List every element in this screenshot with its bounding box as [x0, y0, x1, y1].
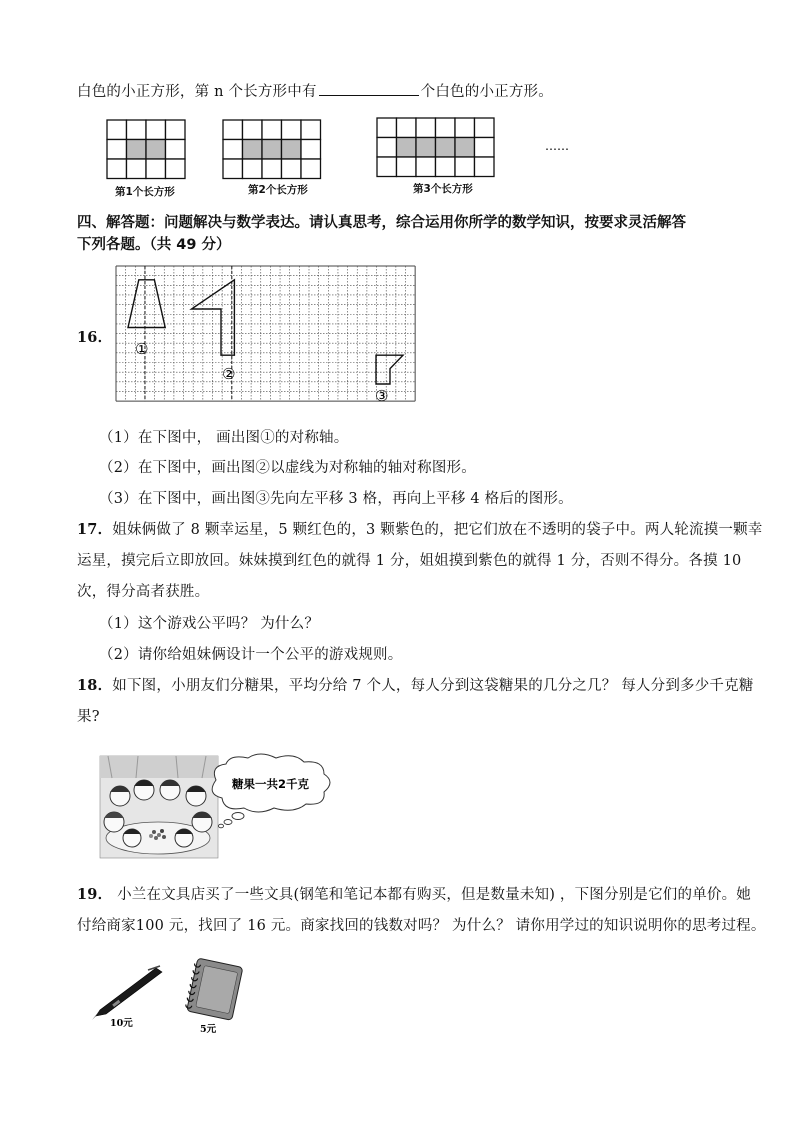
rectangles-figure	[100, 112, 600, 202]
white-square	[282, 159, 302, 179]
white-square	[377, 138, 397, 158]
shaded-square	[416, 138, 436, 158]
white-square	[416, 157, 436, 177]
q16-part-2: （2）在下图中，画出图②以虚线为对称轴的轴对称图形。	[99, 460, 476, 476]
white-square	[397, 118, 417, 138]
white-square	[436, 118, 456, 138]
notebook-picture	[185, 958, 243, 1020]
q19-line-1	[77, 883, 751, 904]
rect-caption-2: 第2个长方形	[248, 184, 308, 196]
q16-grid-figure	[112, 262, 424, 406]
q16-number: 16．	[77, 329, 113, 346]
white-square	[377, 118, 397, 138]
white-square	[223, 120, 243, 140]
q18-line-1	[77, 674, 754, 695]
q17-part-2: （2）请你给姐妹俩设计一个公平的游戏规则。	[99, 647, 403, 663]
rectangle-1	[107, 120, 185, 179]
white-square	[301, 159, 321, 179]
shaded-square	[436, 138, 456, 158]
shape-2-polygon	[192, 280, 235, 355]
intro-text-after: 个白色的小正方形。	[420, 84, 553, 100]
white-square	[166, 159, 186, 179]
shaded-square	[243, 140, 263, 160]
white-square	[146, 159, 166, 179]
shaded-square	[397, 138, 417, 158]
white-square	[223, 140, 243, 160]
notebook-price: 5元	[200, 1024, 217, 1035]
q17-text-1: 姐妹俩做了 8 颗幸运星，5 颗红色的，3 颗紫色的，把它们放在不透明的袋子中。两人轮流摸一颗幸	[112, 522, 763, 538]
q19-number: 19．	[77, 886, 113, 903]
section-heading-line1: 四、解答题：问题解决与数学表达。请认真思考，综合运用你所学的数学知识，按要求灵活解答	[77, 215, 686, 231]
rectangle-2	[223, 120, 321, 179]
intro-line	[77, 80, 553, 101]
shaded-square	[146, 140, 166, 160]
white-square	[107, 159, 127, 179]
shape-1-label: ①	[135, 340, 149, 358]
rect-caption-1: 第1个长方形	[115, 186, 175, 198]
pen-price: 10元	[110, 1018, 133, 1029]
shape-2-label: ②	[222, 365, 236, 383]
white-square	[436, 157, 456, 177]
white-square	[243, 120, 263, 140]
white-square	[475, 138, 495, 158]
thought-bubble	[212, 754, 330, 828]
white-square	[223, 159, 243, 179]
shaded-square	[282, 140, 302, 160]
white-square	[397, 157, 417, 177]
white-square	[262, 159, 282, 179]
white-square	[455, 157, 475, 177]
shape-3-polygon	[376, 355, 403, 384]
q18-text-1: 如下图，小朋友们分糖果，平均分给 7 个人，每人分到这袋糖果的几分之几？ 每人分到多少千克糖	[112, 678, 754, 694]
shape-3-label: ③	[375, 387, 389, 405]
white-square	[243, 159, 263, 179]
white-square	[166, 120, 186, 140]
white-square	[475, 157, 495, 177]
stationery-pictures	[90, 958, 260, 1038]
q17-number: 17．	[77, 521, 113, 538]
white-square	[377, 157, 397, 177]
shaded-square	[262, 140, 282, 160]
section-heading	[77, 212, 757, 256]
q16-part-1: （1）在下图中， 画出图①的对称轴。	[99, 430, 349, 446]
q18-line-2: 果?	[77, 709, 100, 725]
q17-line-3: 次，得分高者获胜。	[77, 584, 210, 600]
shape-1-trapezoid	[128, 280, 165, 328]
children-picture	[100, 756, 218, 858]
pen-picture	[92, 966, 162, 1020]
white-square	[127, 159, 147, 179]
white-square	[301, 140, 321, 160]
ellipsis: ……	[545, 139, 569, 153]
q18-number: 18．	[77, 677, 113, 694]
q16-part-3: （3）在下图中，画出图③先向左平移 3 格，再向上平移 4 格后的图形。	[99, 491, 573, 507]
q19-text-1: 小兰在文具店买了一些文具(钢笔和笔记本都有购买，但是数量未知) ，下图分别是它们的单价。她	[112, 887, 752, 903]
white-square	[475, 118, 495, 138]
q19-line-2: 付给商家100 元，找回了 16 元。商家找回的钱数对吗？ 为什么？ 请你用学过的知识说明你的思考过程。	[77, 918, 766, 934]
white-square	[301, 120, 321, 140]
white-square	[282, 120, 302, 140]
bubble-text: 糖果一共2千克	[232, 777, 310, 791]
answer-blank[interactable]	[319, 81, 419, 96]
candy-illustration	[98, 752, 360, 862]
rectangle-3	[377, 118, 494, 177]
white-square	[166, 140, 186, 160]
q17-line-2: 运星，摸完后立即放回。妹妹摸到红色的就得 1 分，姐姐摸到紫色的就得 1 分，否则不得分。各摸 10	[77, 553, 742, 569]
white-square	[127, 120, 147, 140]
white-square	[455, 118, 475, 138]
white-square	[416, 118, 436, 138]
intro-text-before: 白色的小正方形，第 n 个长方形中有	[77, 84, 317, 100]
q17-part-1: （1）这个游戏公平吗？ 为什么？	[99, 616, 320, 632]
white-square	[146, 120, 166, 140]
white-square	[262, 120, 282, 140]
q17-line-1	[77, 518, 763, 539]
white-square	[107, 120, 127, 140]
shaded-square	[127, 140, 147, 160]
white-square	[107, 140, 127, 160]
shaded-square	[455, 138, 475, 158]
rect-caption-3: 第3个长方形	[413, 183, 473, 195]
section-heading-line2: 下列各题。（共 49 分）	[77, 237, 231, 253]
